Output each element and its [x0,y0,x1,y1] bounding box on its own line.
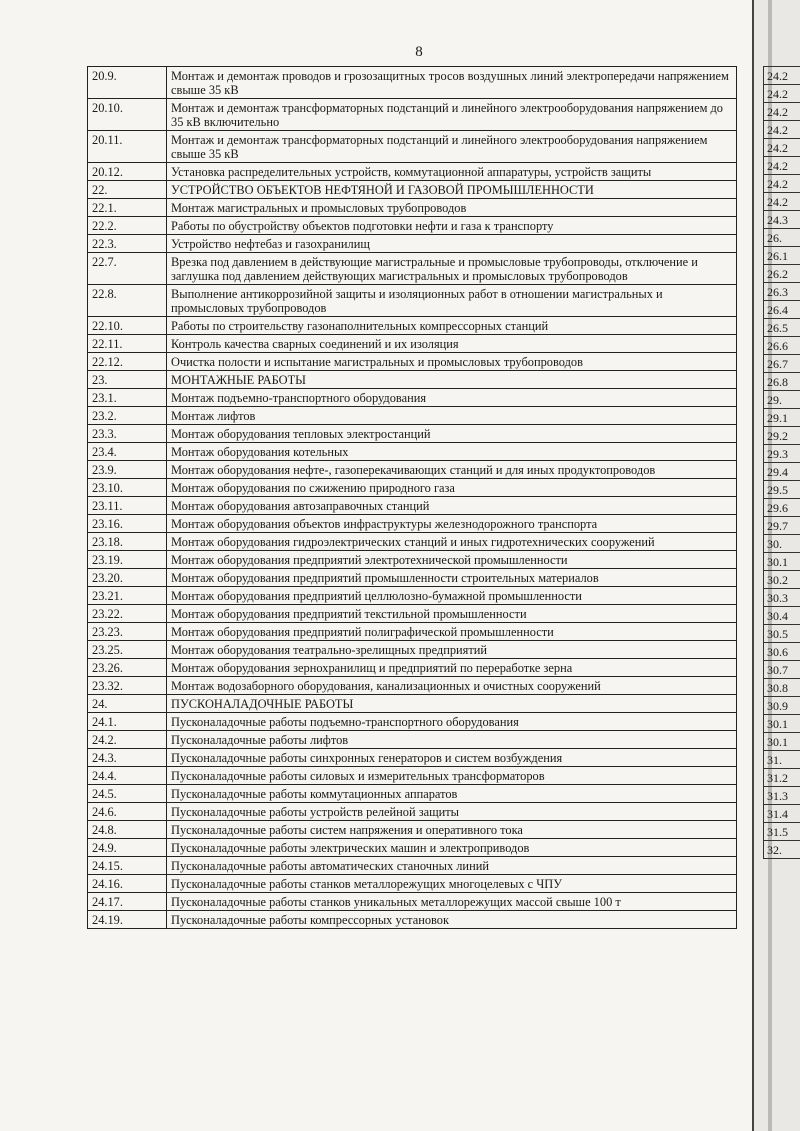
row-text: Работы по строительству газонаполнительных компрессорных станций [167,317,737,335]
row-code: 23.2. [88,407,167,425]
row-code: 22.10. [88,317,167,335]
row-code: 24.9. [88,839,167,857]
next-page-row [764,715,800,733]
next-page-code: 30.9 [764,697,800,715]
row-code: 24.1. [88,713,167,731]
next-page-code: 24.3 [764,211,800,229]
table-row [88,569,737,587]
row-code: 22.8. [88,285,167,317]
row-code: 23.32. [88,677,167,695]
next-page-row [764,535,800,553]
next-page-row [764,571,800,589]
table-row [88,821,737,839]
row-code: 23. [88,371,167,389]
next-page-row [764,661,800,679]
row-text: Монтаж оборудования нефте-, газоперекачивающих станций и для иных продуктопроводов [167,461,737,479]
next-page-row [764,355,800,373]
row-text: Пусконаладочные работы подъемно-транспортного оборудования [167,713,737,731]
row-text: Монтаж и демонтаж трансформаторных подстанций и линейного электрооборудования напряжением до 35 кВ включительно [167,99,737,131]
row-code: 24. [88,695,167,713]
table-row [88,749,737,767]
next-page-row [764,463,800,481]
row-text: Монтаж магистральных и промысловых трубопроводов [167,199,737,217]
table-row [88,371,737,389]
table-row [88,497,737,515]
row-code: 20.11. [88,131,167,163]
row-text: ПУСКОНАЛАДОЧНЫЕ РАБОТЫ [167,695,737,713]
table-row [88,695,737,713]
next-page-code: 26.2 [764,265,800,283]
next-page-row [764,409,800,427]
table-row [88,911,737,929]
row-code: 23.1. [88,389,167,407]
next-page-code: 24.2 [764,139,800,157]
table-row [88,713,737,731]
next-page-code: 26.3 [764,283,800,301]
next-page-table-body [764,67,800,859]
next-page-row [764,157,800,175]
next-page-row [764,427,800,445]
next-page-row [764,211,800,229]
row-code: 23.25. [88,641,167,659]
row-text: Пусконаладочные работы станков уникальных металлорежущих массой свыше 100 т [167,893,737,911]
next-page-row [764,445,800,463]
next-page-row [764,247,800,265]
next-page-row [764,643,800,661]
table-row [88,875,737,893]
row-code: 23.23. [88,623,167,641]
next-page-table-fragment [763,66,800,859]
next-page-row [764,517,800,535]
row-code: 22. [88,181,167,199]
next-page-code: 24.2 [764,67,800,85]
row-text: Монтаж оборудования театрально-зрелищных предприятий [167,641,737,659]
next-page-code: 26. [764,229,800,247]
next-page-row [764,481,800,499]
next-page-row [764,823,800,841]
table-row [88,199,737,217]
table-row [88,317,737,335]
row-code: 24.15. [88,857,167,875]
row-text: Работы по обустройству объектов подготовки нефти и газа к транспорту [167,217,737,235]
next-page-code: 24.2 [764,121,800,139]
row-text: Монтаж и демонтаж трансформаторных подстанций и линейного электрооборудования напряжением свыше 35 кВ [167,131,737,163]
works-table-body [88,67,737,929]
table-row [88,217,737,235]
table-row [88,443,737,461]
next-page-row [764,787,800,805]
next-page-code: 30.1 [764,715,800,733]
row-text: Монтаж оборудования предприятий полиграфической промышленности [167,623,737,641]
next-page-row [764,229,800,247]
next-page-code: 31.2 [764,769,800,787]
row-text: МОНТАЖНЫЕ РАБОТЫ [167,371,737,389]
next-page-code: 29.2 [764,427,800,445]
table-row [88,479,737,497]
next-page-row [764,193,800,211]
table-row [88,893,737,911]
row-code: 20.9. [88,67,167,99]
row-text: Пусконаладочные работы компрессорных установок [167,911,737,929]
row-text: Пусконаладочные работы синхронных генераторов и систем возбуждения [167,749,737,767]
table-row [88,99,737,131]
row-text: Выполнение антикоррозийной защиты и изоляционных работ в отношении магистральных и промысловых трубопроводов [167,285,737,317]
table-row [88,623,737,641]
next-page-code: 31.3 [764,787,800,805]
table-row [88,131,737,163]
row-text: Пусконаладочные работы силовых и измерительных трансформаторов [167,767,737,785]
row-text: Монтаж оборудования котельных [167,443,737,461]
row-code: 23.22. [88,605,167,623]
row-code: 23.26. [88,659,167,677]
row-text: УСТРОЙСТВО ОБЪЕКТОВ НЕФТЯНОЙ И ГАЗОВОЙ ПРОМЫШЛЕННОСТИ [167,181,737,199]
row-text: Монтаж лифтов [167,407,737,425]
table-row [88,803,737,821]
row-code: 24.3. [88,749,167,767]
row-text: Установка распределительных устройств, коммутационной аппаратуры, устройств защиты [167,163,737,181]
next-page-row [764,373,800,391]
next-page-row [764,751,800,769]
row-code: 23.10. [88,479,167,497]
next-page-row [764,841,800,859]
next-page-row [764,283,800,301]
next-page-row [764,697,800,715]
table-row [88,253,737,285]
row-text: Очистка полости и испытание магистральных и промысловых трубопроводов [167,353,737,371]
next-page-code: 30.6 [764,643,800,661]
row-code: 24.6. [88,803,167,821]
row-code: 20.12. [88,163,167,181]
next-page-code: 30.1 [764,553,800,571]
row-code: 23.20. [88,569,167,587]
row-code: 24.8. [88,821,167,839]
table-row [88,67,737,99]
row-text: Врезка под давлением в действующие магистральные и промысловые трубопроводы, отключение и заглушка под давлением действующих магистральных и промысловых трубопроводов [167,253,737,285]
next-page-row [764,103,800,121]
row-text: Монтаж оборудования зернохранилищ и предприятий по переработке зерна [167,659,737,677]
table-row [88,285,737,317]
row-text: Контроль качества сварных соединений и их изоляция [167,335,737,353]
next-page-row [764,319,800,337]
next-page-code: 29.3 [764,445,800,463]
table-row [88,533,737,551]
next-page-code: 30.4 [764,607,800,625]
next-page-row [764,175,800,193]
table-row [88,641,737,659]
table-row [88,335,737,353]
next-page-code: 26.4 [764,301,800,319]
row-code: 22.2. [88,217,167,235]
row-text: Монтаж оборудования автозаправочных станций [167,497,737,515]
row-text: Монтаж оборудования предприятий целлюлозно-бумажной промышленности [167,587,737,605]
row-text: Монтаж оборудования объектов инфраструктуры железнодорожного транспорта [167,515,737,533]
row-text: Монтаж оборудования по сжижению природного газа [167,479,737,497]
next-page-code: 29.6 [764,499,800,517]
next-page-row [764,769,800,787]
table-row [88,181,737,199]
next-page-row [764,121,800,139]
next-page-row [764,607,800,625]
row-text: Монтаж оборудования тепловых электростанций [167,425,737,443]
next-page-code: 29.7 [764,517,800,535]
table-row [88,425,737,443]
next-page-code: 30.2 [764,571,800,589]
next-page-code: 31. [764,751,800,769]
page-number: 8 [415,44,423,60]
next-page-code: 26.5 [764,319,800,337]
row-code: 24.4. [88,767,167,785]
next-page-code: 24.2 [764,103,800,121]
next-page-code: 26.7 [764,355,800,373]
table-row [88,785,737,803]
next-page-code: 31.4 [764,805,800,823]
next-page-code: 24.2 [764,85,800,103]
row-text: Пусконаладочные работы автоматических станочных линий [167,857,737,875]
row-text: Монтаж оборудования предприятий текстильной промышленности [167,605,737,623]
next-page-row [764,301,800,319]
table-row [88,731,737,749]
next-page-code: 30.5 [764,625,800,643]
table-row [88,605,737,623]
next-page-row [764,85,800,103]
row-code: 23.18. [88,533,167,551]
table-row [88,353,737,371]
row-code: 20.10. [88,99,167,131]
next-page-code: 26.6 [764,337,800,355]
row-code: 24.19. [88,911,167,929]
row-code: 23.19. [88,551,167,569]
row-code: 24.17. [88,893,167,911]
table-row [88,587,737,605]
works-table [87,66,737,929]
table-row [88,407,737,425]
next-page-code: 29.4 [764,463,800,481]
next-page-row [764,67,800,85]
row-code: 23.21. [88,587,167,605]
row-code: 23.4. [88,443,167,461]
row-text: Пусконаладочные работы электрических машин и электроприводов [167,839,737,857]
row-code: 23.9. [88,461,167,479]
next-page-code: 24.2 [764,157,800,175]
next-page-code: 29.5 [764,481,800,499]
row-text: Монтаж подъемно-транспортного оборудования [167,389,737,407]
table-row [88,659,737,677]
next-page-row [764,265,800,283]
next-page-code: 26.1 [764,247,800,265]
next-page-code: 30.3 [764,589,800,607]
next-page-row [764,805,800,823]
next-page-code: 26.8 [764,373,800,391]
row-text: Пусконаладочные работы систем напряжения и оперативного тока [167,821,737,839]
table-row [88,551,737,569]
row-code: 24.16. [88,875,167,893]
next-page-row [764,553,800,571]
next-page-row [764,679,800,697]
next-page-code: 30.7 [764,661,800,679]
row-text: Монтаж и демонтаж проводов и грозозащитных тросов воздушных линий электропередачи напряжением свыше 35 кВ [167,67,737,99]
row-code: 24.2. [88,731,167,749]
next-page-row [764,391,800,409]
table-row [88,677,737,695]
next-page-code: 30.8 [764,679,800,697]
row-text: Монтаж оборудования предприятий электротехнической промышленности [167,551,737,569]
table-row [88,389,737,407]
row-text: Монтаж оборудования предприятий промышленности строительных материалов [167,569,737,587]
row-code: 23.3. [88,425,167,443]
row-text: Монтаж оборудования гидроэлектрических станций и иных гидротехнических сооружений [167,533,737,551]
row-text: Пусконаладочные работы станков металлорежущих многоцелевых с ЧПУ [167,875,737,893]
row-text: Пусконаладочные работы коммутационных аппаратов [167,785,737,803]
row-code: 23.16. [88,515,167,533]
table-row [88,767,737,785]
next-page-row [764,733,800,751]
next-page-row [764,625,800,643]
row-code: 24.5. [88,785,167,803]
table-row [88,163,737,181]
row-text: Пусконаладочные работы лифтов [167,731,737,749]
table-row [88,515,737,533]
next-page-row [764,139,800,157]
next-page-row [764,337,800,355]
row-code: 22.11. [88,335,167,353]
next-page-row [764,499,800,517]
row-code: 22.3. [88,235,167,253]
next-page-code: 30. [764,535,800,553]
next-page-code: 30.1 [764,733,800,751]
row-text: Устройство нефтебаз и газохранилищ [167,235,737,253]
next-page-row [764,589,800,607]
row-code: 22.1. [88,199,167,217]
table-row [88,461,737,479]
table-row [88,235,737,253]
next-page-code: 31.5 [764,823,800,841]
next-page-code: 29.1 [764,409,800,427]
row-text: Пусконаладочные работы устройств релейной защиты [167,803,737,821]
row-code: 22.12. [88,353,167,371]
row-code: 22.7. [88,253,167,285]
next-page-code: 24.2 [764,175,800,193]
table-row [88,839,737,857]
next-page-code: 24.2 [764,193,800,211]
next-page-code: 32. [764,841,800,859]
row-code: 23.11. [88,497,167,515]
table-row [88,857,737,875]
next-page-code: 29. [764,391,800,409]
row-text: Монтаж водозаборного оборудования, канализационных и очистных сооружений [167,677,737,695]
